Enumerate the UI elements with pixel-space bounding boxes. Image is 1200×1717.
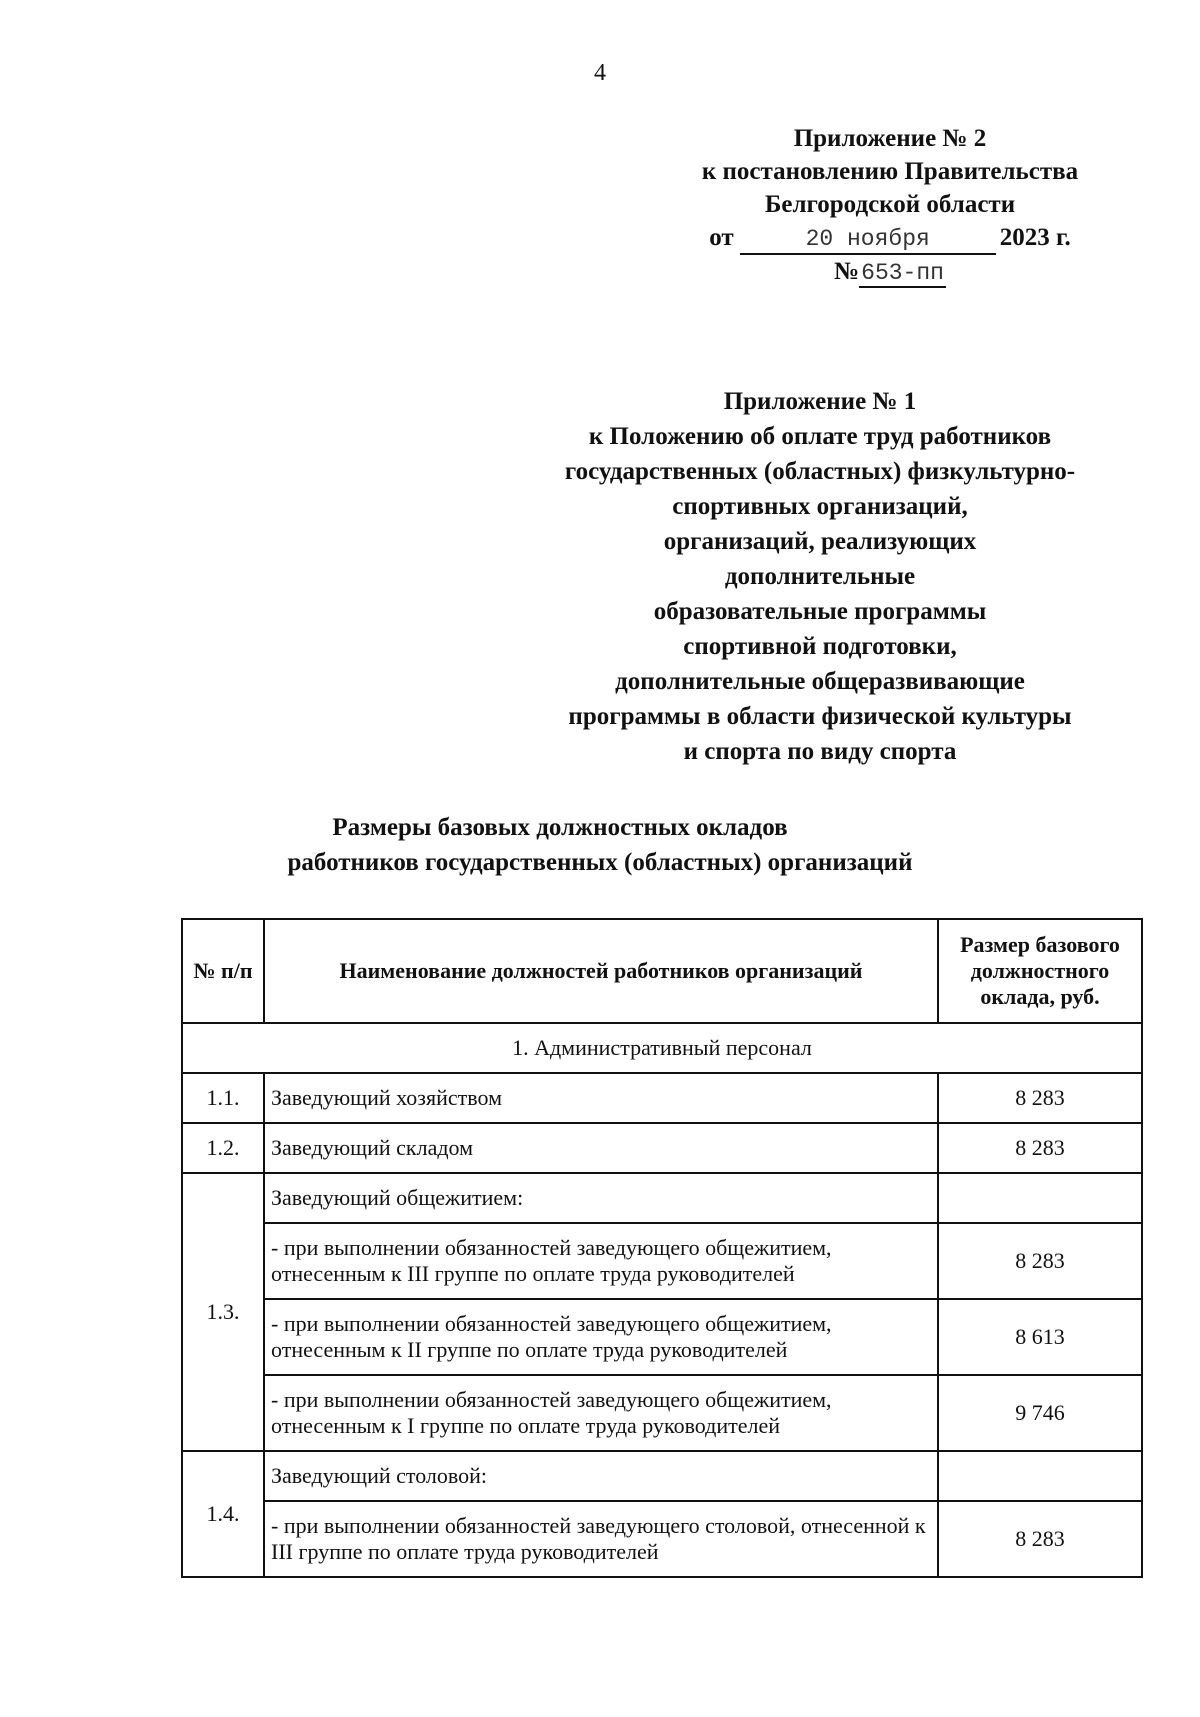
row-value	[938, 1173, 1142, 1223]
appendix-1-line: организаций, реализующих	[663, 528, 977, 555]
appendix-1-line: спортивной подготовки,	[683, 633, 957, 660]
row-value: 9 746	[938, 1375, 1142, 1451]
date-year: 2023 г.	[999, 224, 1071, 251]
row-value: 8 283	[938, 1073, 1142, 1123]
table-row	[182, 1299, 1142, 1375]
row-num: 1.1.	[182, 1073, 264, 1123]
appendix-2-title: Приложение № 2	[793, 125, 987, 152]
date-blank	[740, 224, 996, 255]
row-name: Заведующий хозяйством	[264, 1073, 938, 1123]
document-title-line-2: работников государственных (областных) организаций	[287, 849, 913, 876]
appendix-1-line: спортивных организаций,	[672, 493, 968, 520]
table-row	[182, 1123, 1142, 1173]
table-row	[182, 1173, 1142, 1223]
row-name: - при выполнении обязанностей заведующего общежитием, отнесенным к I группе по оплате труда руководителей	[264, 1375, 938, 1451]
appendix-2-line-2: к постановлению Правительства	[701, 158, 1079, 185]
appendix-1-line: образовательные программы	[653, 598, 987, 625]
row-name: Заведующий складом	[264, 1123, 938, 1173]
row-value: 8 283	[938, 1223, 1142, 1299]
date-line	[660, 221, 1120, 255]
row-name: - при выполнении обязанностей заведующего общежитием, отнесенным к III группе по оплате труда руководителей	[264, 1223, 938, 1299]
date-prefix: от	[709, 224, 734, 251]
row-name: Заведующий столовой:	[264, 1451, 938, 1501]
appendix-1-line: к Положению об оплате труд работников	[588, 423, 1052, 450]
salary-table	[181, 918, 1143, 1578]
appendix-1-line: программы в области физической культуры	[568, 703, 1072, 730]
section-row	[182, 1023, 1142, 1073]
row-name: - при выполнении обязанностей заведующего общежитием, отнесенным к II группе по оплате труда руководителей	[264, 1299, 938, 1375]
handwritten-number: 653-пп	[861, 260, 944, 286]
row-value: 8 283	[938, 1123, 1142, 1173]
table-row	[182, 1375, 1142, 1451]
row-name: Заведующий общежитием:	[264, 1173, 938, 1223]
document-number-line	[660, 255, 1120, 290]
header-name: Наименование должностей работников организаций	[264, 919, 938, 1023]
number-prefix: №	[834, 258, 860, 285]
appendix-2-header	[660, 122, 1120, 290]
document-title-line-1: Размеры базовых должностных окладов	[332, 814, 788, 841]
appendix-1-line: дополнительные общеразвивающие	[615, 668, 1025, 695]
table-row	[182, 1451, 1142, 1501]
appendix-1-header	[520, 384, 1120, 769]
appendix-1-line: дополнительные	[724, 563, 916, 590]
appendix-1-line: государственных (областных) физкультурно-	[564, 458, 1076, 485]
header-num: № п/п	[182, 919, 264, 1023]
document-title	[0, 810, 1200, 880]
header-value: Размер базового должностного оклада, руб.	[938, 919, 1142, 1023]
page-number: 4	[594, 60, 606, 86]
row-num: 1.4.	[182, 1451, 264, 1577]
row-value: 8 613	[938, 1299, 1142, 1375]
appendix-2-line-3: Белгородской области	[764, 191, 1016, 218]
section-title: 1. Административный персонал	[182, 1023, 1142, 1073]
table-row	[182, 1223, 1142, 1299]
table-row	[182, 1501, 1142, 1577]
handwritten-date: 20 ноября	[805, 226, 930, 252]
row-name: - при выполнении обязанностей заведующего столовой, отнесенной к III группе по оплате труда руководителей	[264, 1501, 938, 1577]
table-header-row	[182, 919, 1142, 1023]
appendix-1-line: Приложение № 1	[723, 388, 917, 415]
row-value	[938, 1451, 1142, 1501]
row-value: 8 283	[938, 1501, 1142, 1577]
row-num: 1.3.	[182, 1173, 264, 1451]
row-num: 1.2.	[182, 1123, 264, 1173]
appendix-1-line: и спорта по виду спорта	[683, 738, 957, 765]
table-row	[182, 1073, 1142, 1123]
